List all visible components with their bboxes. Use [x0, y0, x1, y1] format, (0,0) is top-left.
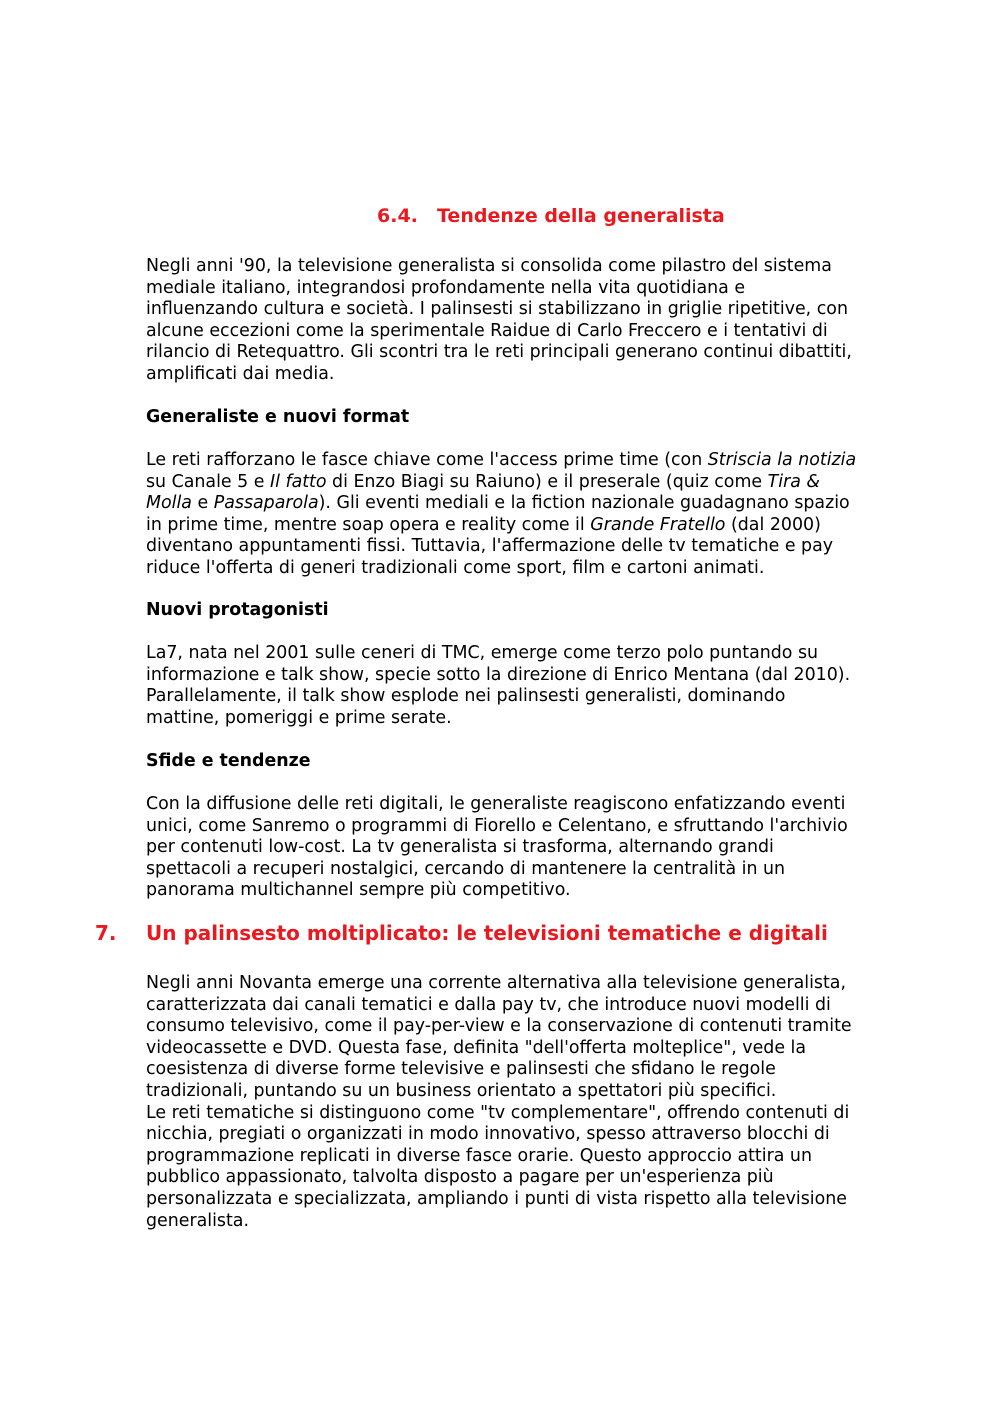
text-line: coesistenza di diverse forme televisive e palinsesti che sfidano le regole	[146, 1059, 776, 1080]
text-run: e	[191, 493, 214, 514]
text-line: Parallelamente, il talk show esplode nei palinsesti generalisti, dominando	[146, 686, 786, 707]
text-line: consumo televisivo, come il pay-per-view e la conservazione di contenuti tramite	[146, 1016, 852, 1037]
text-line: caratterizzata dai canali tematici e dalla pay tv, che introduce nuovi modelli di	[146, 994, 831, 1015]
text-line: generalista.	[146, 1210, 249, 1231]
text-run: di Enzo Biagi su Raiuno) e il preserale (quiz come	[326, 471, 768, 492]
text-line	[146, 493, 911, 515]
text-line: Le reti tematiche si distinguono come "tv complementare", offrendo contenuti di	[146, 1102, 850, 1123]
text-run: ). Gli eventi mediali e la fiction nazionale guadagnano spazio	[318, 493, 850, 514]
text-line	[146, 515, 911, 537]
text-line: nicchia, pregiati o organizzati in modo innovativo, spesso attraverso blocchi di	[146, 1124, 830, 1145]
section-heading-6-4	[377, 204, 725, 228]
text-line	[146, 450, 911, 472]
text-line: Negli anni '90, la televisione generalista si consolida come pilastro del sistema	[146, 256, 832, 276]
text-run: (dal 2000)	[725, 514, 821, 535]
sfide-paragraph	[146, 794, 911, 902]
text-line: alcune eccezioni come la sperimentale Raidue di Carlo Freccero e i tentativi di	[146, 320, 828, 341]
intro-paragraph	[146, 256, 911, 386]
text-line: panorama multichannel sempre più competitivo.	[146, 880, 571, 901]
program-title: Tira &	[767, 471, 820, 492]
program-title: Molla	[146, 493, 192, 514]
chapter-title: Un palinsesto moltiplicato: le televisioni tematiche e digitali	[146, 921, 828, 945]
text-line: pubblico appassionato, talvolta disposto a pagare per un'esperienza più	[146, 1167, 774, 1188]
text-line: influenzando cultura e società. I palinsesti si stabilizzano in griglie ripetitive, con	[146, 299, 848, 320]
subheading-generaliste: Generaliste e nuovi format	[146, 407, 410, 427]
text-line: informazione e talk show, specie sotto la direzione di Enrico Mentana (dal 2010).	[146, 664, 851, 685]
section-title: Tendenze della generalista	[437, 205, 725, 227]
subheading-protagonisti: Nuovi protagonisti	[146, 600, 329, 620]
program-title: Il fatto	[269, 471, 327, 492]
text-line: unici, come Sanremo o programmi di Fiorello e Celentano, e sfruttando l'archivio	[146, 815, 848, 836]
text-line: La7, nata nel 2001 sulle ceneri di TMC, emerge come terzo polo puntando su	[146, 643, 819, 663]
text-line: mediale italiano, integrandosi profondamente nella vita quotidiana e	[146, 277, 746, 298]
program-title: Striscia la notizia	[707, 450, 857, 470]
chapter-heading-7	[95, 920, 828, 946]
text-line: per contenuti low-cost. La tv generalista si trasforma, alternando grandi	[146, 837, 774, 858]
generaliste-paragraph	[146, 450, 911, 580]
text-line: videocassette e DVD. Questa fase, definita "dell'offerta molteplice", vede la	[146, 1037, 807, 1058]
program-title: Grande Fratello	[590, 514, 726, 535]
text-line: mattine, pomeriggi e prime serate.	[146, 707, 452, 728]
text-run: Le reti rafforzano le fasce chiave come l'access prime time (con	[146, 450, 708, 470]
text-line: Con la diffusione delle reti digitali, le generaliste reagiscono enfatizzando eventi	[146, 794, 846, 814]
text-line: programmazione replicati in diverse fasce orarie. Questo approccio attira un	[146, 1145, 812, 1166]
text-line: Negli anni Novanta emerge una corrente alternativa alla televisione generalista,	[146, 973, 846, 993]
text-line: spettacoli a recuperi nostalgici, cercando di mantenere la centralità in un	[146, 858, 786, 879]
text-line: tradizionali, puntando su un business orientato a spettatori più specifici.	[146, 1080, 777, 1101]
subheading-sfide: Sfide e tendenze	[146, 751, 311, 771]
chapter-7-paragraph	[146, 973, 911, 1232]
text-line: amplificati dai media.	[146, 363, 335, 384]
text-line: personalizzata e specializzata, ampliando i punti di vista rispetto alla televisione	[146, 1188, 847, 1209]
chapter-number: 7.	[95, 921, 117, 945]
protagonisti-paragraph	[146, 643, 911, 729]
text-run: su Canale 5 e	[146, 471, 270, 492]
section-number: 6.4.	[377, 205, 418, 227]
text-line: diventano appuntamenti fissi. Tuttavia, l'affermazione delle tv tematiche e pay	[146, 536, 834, 557]
text-line	[146, 472, 911, 494]
text-line: riduce l'offerta di generi tradizionali come sport, film e cartoni animati.	[146, 557, 765, 578]
program-title: Passaparola	[213, 493, 319, 514]
text-run: in prime time, mentre soap opera e reality come il	[146, 514, 591, 535]
text-line: rilancio di Retequattro. Gli scontri tra le reti principali generano continui dibattiti,	[146, 342, 852, 363]
